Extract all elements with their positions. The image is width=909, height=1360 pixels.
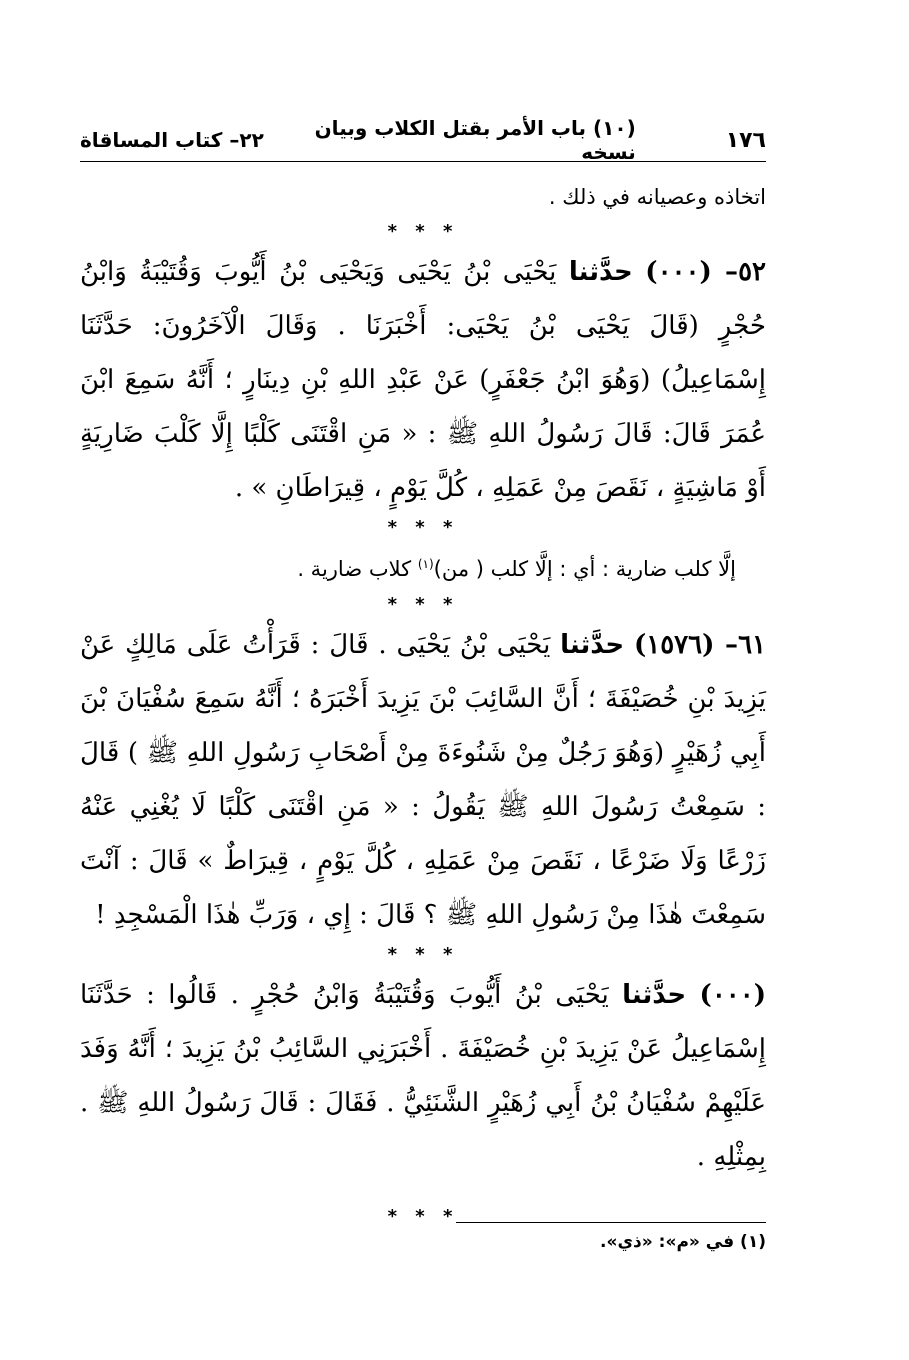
page-body (80, 175, 766, 1230)
separator-stars: * * * (387, 221, 459, 242)
chapter-title: (١٠) باب الأمر بقتل الكلاب وبيان نسخه (314, 116, 636, 164)
separator-stars: * * * (387, 944, 459, 965)
separator-stars: * * * (387, 594, 459, 615)
hadith-text: يَحْيَى بْنُ يَحْيَى وَيَحْيَى بْنُ أَيُّوبَ وَقُتَيْبَةُ وَابْنُ حُجْرٍ (قَالَ يَحْيَى بْنُ يَحْيَى: أَخْبَرَنَا . وَقَالَ الْآخَرُونَ: حَدَّثَنَا إِسْمَاعِيلُ) (وَهُوَ ابْنُ جَعْفَرٍ) عَنْ عَبْدِ اللهِ بْنِ دِينَارٍ ؛ أَنَّهُ سَمِعَ ابْنَ عُمَرَ قَالَ: قَالَ رَسُولُ اللهِ ﷺ : « مَنِ اقْتَنَى كَلْبًا إِلَّا كَلْبَ ضَارِيَةٍ أَوْ مَاشِيَةٍ ، نَقَصَ مِنْ عَمَلِهِ ، كُلَّ يَوْمٍ ، قِيرَاطَانِ » . (80, 257, 766, 503)
book-title: ٢٢– كتاب المساقاة (80, 128, 264, 152)
explanation-note (80, 541, 766, 592)
intro-line: اتخاذه وعصيانه في ذلك . (548, 185, 766, 209)
footnote-rule (456, 1222, 766, 1223)
hadith-52 (80, 245, 766, 515)
hadith-000 (80, 968, 766, 1184)
page-header (80, 116, 766, 164)
note-text: إلَّا كلب ضارية : أي : إلَّا كلب ( من) (433, 557, 736, 581)
separator-stars: * * * (387, 517, 459, 538)
header-rule (80, 161, 766, 162)
hadith-text: يَحْيَى بْنُ أَيُّوبَ وَقُتَيْبَةُ وَابْنُ حُجْرٍ . قَالُوا : حَدَّثَنَا إِسْمَاعِيلُ عَنْ يَزِيدَ بْنِ خُصَيْفَةَ . أَخْبَرَنِي السَّائِبُ بْنُ يَزِيدَ ؛ أَنَّهُ وَفَدَ عَلَيْهِمْ سُفْيَانُ بْنُ أَبِي زُهَيْرٍ الشَّنَئِيُّ . فَقَالَ : قَالَ رَسُولُ اللهِ ﷺ . بِمِثْلِهِ . (80, 980, 766, 1172)
hadith-61 (80, 618, 766, 942)
hadith-number: ٥٢– (٠٠٠) (645, 257, 766, 287)
haddathana-keyword: حدَّثنا (568, 257, 633, 287)
hadith-number: (٠٠٠) (699, 980, 767, 1010)
footnote-ref: (١) (417, 557, 434, 571)
page-number: ١٧٦ (725, 127, 766, 153)
haddathana-keyword: حدَّثنا (622, 980, 687, 1010)
note-text-end: كلاب ضارية . (297, 557, 418, 581)
hadith-text: يَحْيَى بْنُ يَحْيَى . قَالَ : قَرَأْتُ عَلَى مَالِكٍ عَنْ يَزِيدَ بْنِ خُصَيْفَةَ ؛ أَنَّ السَّائِبَ بْنَ يَزِيدَ أَخْبَرَهُ ؛ أَنَّهُ سَمِعَ سُفْيَانَ بْنَ أَبِي زُهَيْرٍ (وَهُوَ رَجُلٌ مِنْ شَنُوءَةَ مِنْ أَصْحَابِ رَسُولِ اللهِ ﷺ ) قَالَ : سَمِعْتُ رَسُولَ اللهِ ﷺ يَقُولُ : « مَنِ اقْتَنَى كَلْبًا لَا يُغْنِي عَنْهُ زَرْعًا وَلَا ضَرْعًا ، نَقَصَ مِنْ عَمَلِهِ ، كُلَّ يَوْمٍ ، قِيرَاطٌ » قَالَ : آنْتَ سَمِعْتَ هٰذَا مِنْ رَسُولِ اللهِ ﷺ ؟ قَالَ : إِي ، وَرَبِّ هٰذَا الْمَسْجِدِ ! (80, 630, 766, 930)
footnote: (١) في «م»: «ذي». (600, 1232, 766, 1252)
haddathana-keyword: حدَّثنا (560, 630, 625, 660)
separator-stars: * * * (387, 1206, 459, 1227)
hadith-number: ٦١– (١٥٧٦) (633, 630, 766, 660)
